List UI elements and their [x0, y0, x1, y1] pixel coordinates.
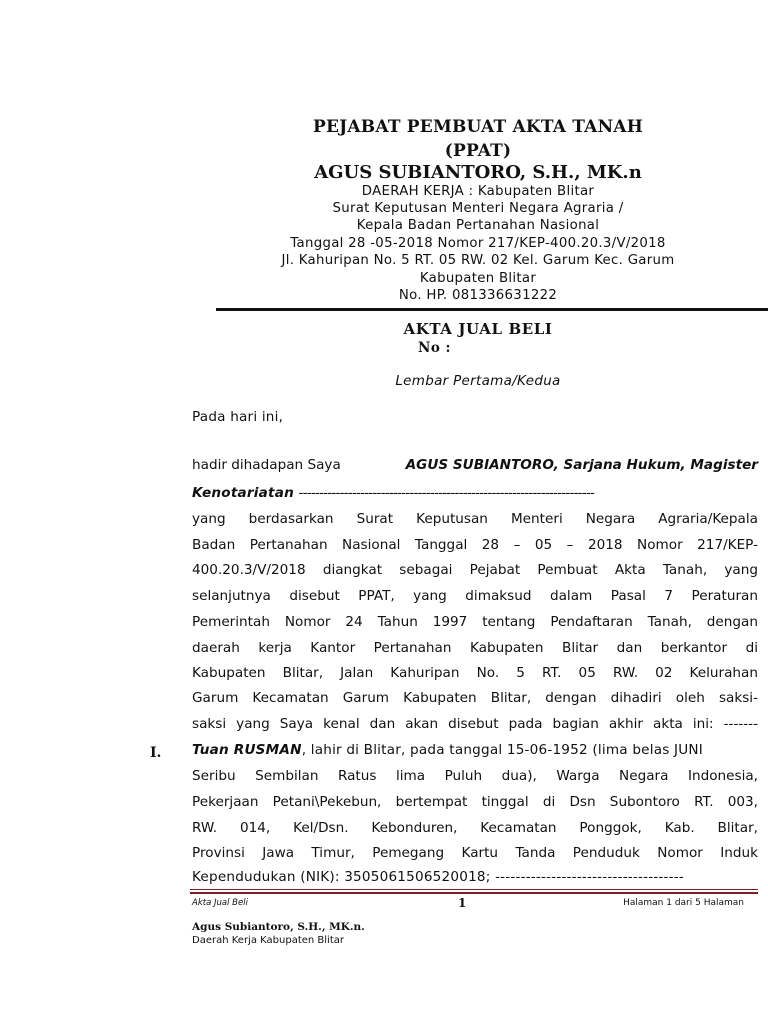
copy-label: Lembar Pertama/Kedua: [395, 373, 561, 389]
deed-title: AKTA JUAL BELI: [403, 320, 553, 338]
party-name: Tuan RUSMAN: [192, 742, 302, 758]
body-text: 400.20.3/V/2018 diangkat sebagai Pejabat Pembuat Akta Tanah, yang: [192, 562, 758, 578]
party-text: RW. 014, Kel/Dsn. Kebonduren, Kecamatan Ponggok, Kab. Blitar,: [192, 820, 758, 836]
official-title-cont: Kenotariatan: [192, 485, 294, 501]
body-text: daerah kerja Kantor Pertanahan Kabupaten Blitar dan berkantor di: [192, 640, 758, 656]
intro-line-2: [192, 485, 594, 501]
footer-work-area: Daerah Kerja Kabupaten Blitar: [192, 935, 344, 946]
header-phone: No. HP. 081336631222: [398, 288, 558, 303]
body-text: saksi yang Saya kenal dan akan disebut pada bagian akhir akta ini: -------: [192, 716, 758, 732]
header-decree-date: Tanggal 28 -05-2018 Nomor 217/KEP-400.20.3/V/2018: [290, 236, 666, 251]
footer-official-name: Agus Subiantoro, S.H., MK.n.: [192, 921, 365, 933]
footer-page-number: 1: [458, 896, 467, 910]
party-number: I.: [150, 745, 162, 761]
body-line: [192, 537, 758, 559]
header-decree: Surat Keputusan Menteri Negara Agraria /: [332, 201, 624, 216]
party-nik-line: Kependudukan (NIK): 3505061506520018; -------------------------------------: [192, 869, 684, 885]
party-text: Pekerjaan Petani\Pekebun, bertempat tinggal di Dsn Subontoro RT. 003,: [192, 794, 758, 810]
party-text: Seribu Sembilan Ratus lima Puluh dua), Warga Negara Indonesia,: [192, 768, 758, 784]
header-regency: Kabupaten Blitar: [419, 271, 537, 286]
body-line: [192, 588, 758, 610]
party-line: [192, 768, 758, 790]
header-address: Jl. Kahuripan No. 5 RT. 05 RW. 02 Kel. Garum Kec. Garum: [281, 253, 675, 268]
body-line: [192, 690, 758, 712]
party-birth: , lahir di Blitar, pada tanggal 15-06-1952 (lima belas JUNI: [301, 742, 703, 758]
footer-page-count: Halaman 1 dari 5 Halaman: [623, 898, 744, 908]
body-text: selanjutnya disebut PPAT, yang dimaksud dalam Pasal 7 Peraturan: [192, 588, 758, 604]
body-text: Pemerintah Nomor 24 Tahun 1997 tentang Pendaftaran Tanah, dengan: [192, 614, 758, 630]
body-text: Garum Kecamatan Garum Kabupaten Blitar, dengan dihadiri oleh saksi-: [192, 690, 758, 706]
body-line: [192, 562, 758, 584]
header-divider: [216, 308, 768, 311]
intro-line-1: [192, 457, 758, 479]
opening-line: Pada hari ini,: [192, 409, 284, 425]
party-line: [192, 794, 758, 816]
body-line: [192, 511, 758, 533]
header-agency: Kepala Badan Pertanahan Nasional: [356, 218, 600, 233]
body-text: Kabupaten Blitar, Jalan Kahuripan No. 5 RT. 05 RW. 02 Kelurahan: [192, 665, 758, 681]
party-line: [192, 820, 758, 842]
body-line: [192, 665, 758, 687]
deed-number-label: No :: [418, 340, 452, 356]
party-text: Provinsi Jawa Timur, Pemegang Kartu Tanda Penduduk Nomor Induk: [192, 845, 758, 861]
official-full-name: AGUS SUBIANTORO, Sarjana Hukum, Magister: [405, 457, 758, 473]
intro-prefix: hadir dihadapan Saya: [192, 457, 341, 473]
office-abbrev: (PPAT): [444, 141, 512, 161]
official-name: AGUS SUBIANTORO, S.H., MK.n: [314, 162, 642, 183]
fill-dashes: ------------------------------------------------------------------------: [298, 485, 595, 501]
party-line: [192, 845, 758, 867]
footer-rule-thin: [190, 889, 758, 890]
footer-doc-name: Akta Jual Beli: [192, 898, 248, 908]
header-work-area: DAERAH KERJA : Kabupaten Blitar: [361, 184, 595, 199]
body-text: Badan Pertanahan Nasional Tanggal 28 – 05 – 2018 Nomor 217/KEP-: [192, 537, 758, 553]
footer-rule-thick: [190, 892, 758, 894]
body-line: [192, 716, 758, 738]
office-title: PEJABAT PEMBUAT AKTA TANAH: [313, 117, 643, 137]
party-line-1: [192, 742, 703, 758]
body-text: yang berdasarkan Surat Keputusan Menteri Negara Agraria/Kepala: [192, 511, 758, 527]
body-line: [192, 640, 758, 662]
body-line: [192, 614, 758, 636]
